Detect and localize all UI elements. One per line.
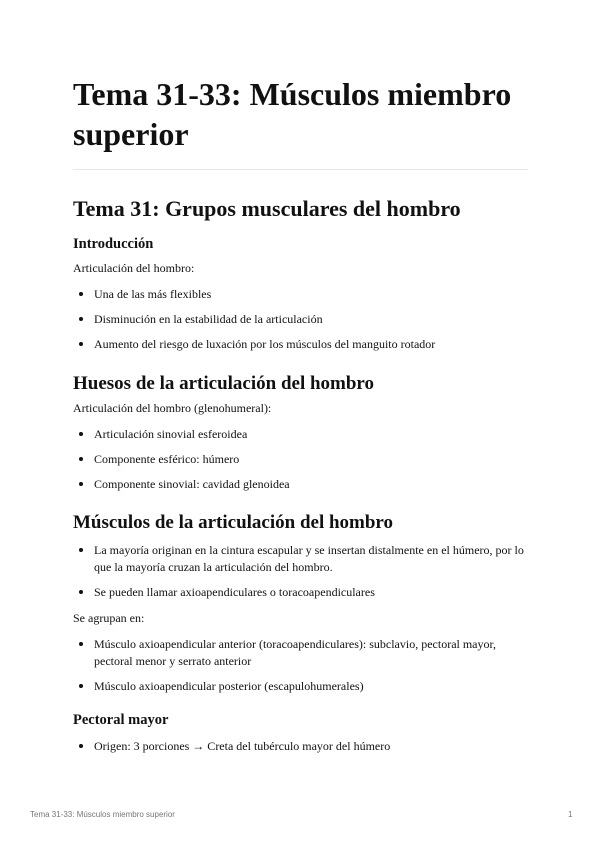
- list-item: Componente sinovial: cavidad glenoidea: [73, 476, 528, 493]
- intro-lead: Articulación del hombro:: [73, 261, 195, 275]
- huesos-lead: Articulación del hombro (glenohumeral):: [73, 401, 272, 415]
- section-heading: Tema 31: Grupos musculares del hombro: [73, 196, 461, 221]
- list-item: La mayoría originan en la cintura escapular y se insertan distalmente en el húmero, por lo que la mayoría cruzan la articulación del hombro.: [73, 542, 528, 576]
- musculos-lead: Se agrupan en:: [73, 611, 145, 625]
- bullet-icon: [79, 744, 83, 748]
- pectoral-heading: Pectoral mayor: [73, 712, 169, 728]
- bullet-icon: [79, 590, 83, 594]
- bullet-icon: [79, 292, 83, 296]
- list-item: Articulación sinovial esferoidea: [73, 426, 528, 443]
- intro-list: [73, 286, 528, 353]
- bullet-icon: [79, 684, 83, 688]
- bullet-icon: [79, 482, 83, 486]
- list-item: Aumento del riesgo de luxación por los músculos del manguito rotador: [73, 336, 528, 353]
- list-item: Músculo axioapendicular anterior (toracoapendiculares): subclavio, pectoral mayor, pectoral menor y serrato anterior: [73, 636, 528, 670]
- bullet-icon: [79, 642, 83, 646]
- bullet-icon: [79, 432, 83, 436]
- bullet-icon: [79, 342, 83, 346]
- intro-heading: Introducción: [73, 236, 154, 252]
- musculos-list: [73, 542, 528, 601]
- huesos-list: [73, 426, 528, 493]
- list-item: Una de las más flexibles: [73, 286, 528, 303]
- musculos-groups-list: [73, 636, 528, 695]
- bullet-icon: [79, 457, 83, 461]
- musculos-heading: Músculos de la articulación del hombro: [73, 512, 394, 533]
- list-item: Origen: 3 porciones → Creta del tubérculo mayor del húmero: [73, 738, 528, 755]
- huesos-heading: Huesos de la articulación del hombro: [73, 373, 375, 394]
- title-divider: [73, 169, 528, 170]
- list-item: Componente esférico: húmero: [73, 451, 528, 468]
- bullet-icon: [79, 548, 83, 552]
- page-title: Tema 31-33: Músculos miembro superior: [73, 76, 512, 152]
- list-item: Músculo axioapendicular posterior (escapulohumerales): [73, 678, 528, 695]
- footer-title: Tema 31-33: Músculos miembro superior: [30, 810, 175, 819]
- page-number: 1: [568, 810, 573, 819]
- list-item: Disminución en la estabilidad de la articulación: [73, 311, 528, 328]
- pectoral-list: [73, 738, 528, 755]
- bullet-icon: [79, 317, 83, 321]
- list-item: Se pueden llamar axioapendiculares o toracoapendiculares: [73, 584, 528, 601]
